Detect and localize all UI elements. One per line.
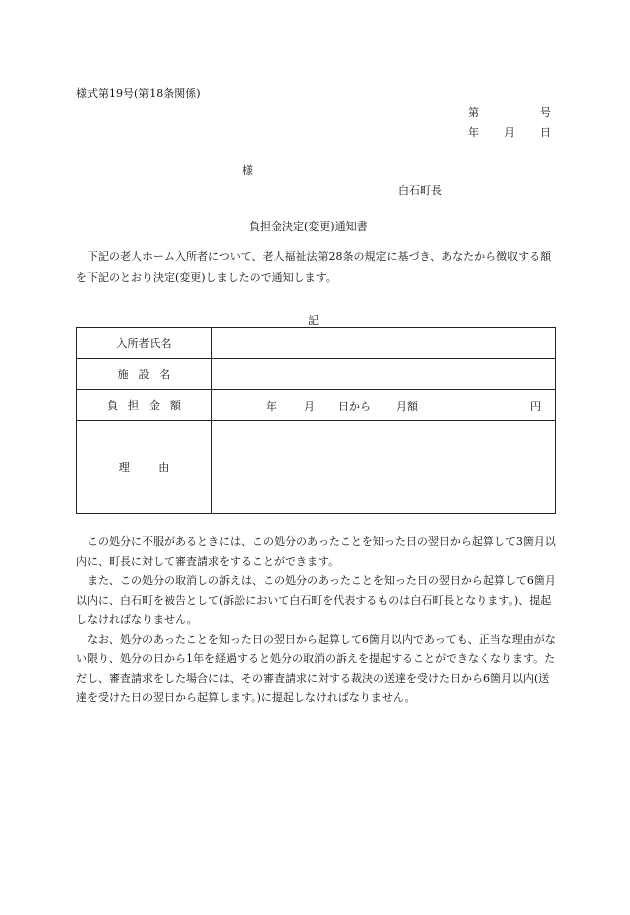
form-number: 様式第19号(第18条関係) — [76, 87, 201, 100]
number-prefix: 第 — [468, 106, 479, 119]
remark-paragraph: なお、処分のあったことを知った日の翌日から起算して6箇月以内であっても、正当な理由がない限り、処分の日から1年を経過すると処分の取消の訴えを提起することができなくなります。ただし、審査請求をした場合には、その審査請求に対する裁決の送達を受けた日から6箇月以内(送達を受けた日の翌日から起算します。)に提起しなければなりません。 — [76, 632, 556, 704]
facility-name-label-cell — [77, 359, 212, 390]
facility-name-label: 施設名 — [117, 368, 181, 381]
resident-name-value — [212, 328, 556, 359]
ki-heading: 記 — [308, 314, 319, 327]
table-row-amount — [77, 390, 556, 421]
table-row-resident — [77, 328, 556, 359]
amount-month-label: 月 — [304, 400, 315, 413]
reason-label: 理由 — [118, 461, 198, 474]
resident-name-label: 入所者氏名 — [77, 328, 212, 359]
date-month-label: 月 — [504, 126, 515, 139]
intro-text: 下記の老人ホーム入所者について、老人福祉法第28条の規定に基づき、あなたから徴収する額を下記のとおり決定(変更)しましたので通知します。 — [76, 250, 552, 284]
notice-table — [76, 327, 556, 514]
table-row-reason — [77, 421, 556, 514]
intro-paragraph — [76, 246, 556, 288]
amount-label-cell — [77, 390, 212, 421]
date-day-label: 日 — [540, 126, 551, 139]
issuer-name: 白石町長 — [398, 184, 442, 197]
amount-from-label: 日から — [338, 400, 371, 413]
amount-monthly-label: 月額 — [396, 400, 418, 413]
reason-value — [212, 421, 556, 514]
date-year-label: 年 — [468, 126, 479, 139]
document-title: 負担金決定(変更)通知書 — [249, 220, 368, 233]
reason-label-cell — [77, 421, 212, 514]
amount-yen-label: 円 — [530, 400, 541, 413]
amount-year-label: 年 — [266, 400, 277, 413]
amount-value — [212, 390, 556, 421]
facility-name-value — [212, 359, 556, 390]
table-row-facility — [77, 359, 556, 390]
addressee-honorific: 様 — [242, 164, 253, 177]
number-suffix: 号 — [540, 106, 551, 119]
remarks-section — [76, 532, 560, 708]
amount-label: 負担金額 — [107, 399, 191, 412]
remark-paragraph: この処分に不服があるときには、この処分のあったことを知った日の翌日から起算して3箇月以内に、町長に対して審査請求をすることができます。 — [76, 535, 556, 568]
remark-paragraph: また、この処分の取消しの訴えは、この処分のあったことを知った日の翌日から起算して6箇月以内に、白石町を被告として(訴訟において白石町を代表するものは白石町長となります。)、提起しなければなりません。 — [76, 574, 556, 626]
